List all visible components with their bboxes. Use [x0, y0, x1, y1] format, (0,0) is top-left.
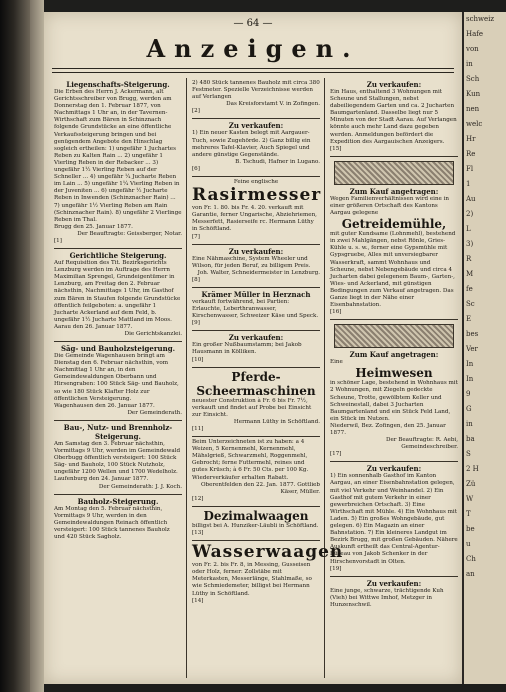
ad-number: [6] [192, 165, 200, 172]
column-left [54, 78, 182, 678]
adjacent-page-line: in [466, 420, 473, 428]
adjacent-page-line: T [466, 510, 471, 518]
ad-signature: Hermann Lüthy in Schöftland. [233, 418, 320, 425]
ad-title: Pferde-Scheermaschinen [196, 369, 316, 398]
ad-mehl [192, 437, 320, 507]
ad-heimwesen [330, 320, 458, 462]
ad-title: Liegenschafts-Steigerung. [66, 80, 170, 89]
adjacent-page-line: E [466, 315, 472, 323]
ad-liegenschafts-steigerung [54, 78, 182, 249]
ad-body: Ein Haus, enthaltend 3 Wohnungen mit Scheune und Stallungen, nebst dabeiliegendem Garten und ca. 2 Jucharten Baumgartenland. Dasselbe liegt nur 5 Minuten von der Stadt Aarau. Auf Verlangen könnte auch mehr Land dazu gegeben werden. Anmeldungen befördert die Expedition des Aargauischen Anzeigers. [330, 89, 457, 145]
ad-body: Am Montag den 5. Februar nächsthin, Vormittags 9 Uhr, werden in den Gemeindewaldungen Reinach öffentlich versteigert: 100 Stück tannenes Bauholz und 420 Stück Sagholz. [54, 505, 170, 540]
ad-zu-verkaufen-kasten [192, 119, 320, 177]
ad-title: Dezimalwaagen [203, 508, 309, 523]
ad-signature: Der Beauftragte: R. Aebi, Gemeindeschreiber. [385, 437, 458, 451]
adjacent-page-line: G [466, 405, 472, 413]
ad-title: Gerichtliche Steigerung. [69, 251, 167, 261]
adjacent-page-line: L [466, 225, 471, 233]
ad-gerichtliche-steigerung [54, 249, 182, 342]
column-divider [186, 78, 187, 678]
ad-title: Säg- und Bauholzsteigerung. [60, 344, 176, 354]
ad-signature: Der Beauftragte: Geissberger, Notar. [77, 230, 182, 237]
ad-number: [13] [192, 530, 204, 537]
adjacent-page-line: In [466, 360, 474, 368]
ad-title: Krämer Müller in Herznach [201, 289, 311, 299]
ad-number: [19] [330, 565, 342, 572]
ad-body: billigst bei A. Hunziker-Läubli in Schöftland. [192, 522, 319, 529]
ad-body: Die Gemeinde Wagenhausen bringt am Dienstag den 6. Februar nächsthin, vom Nachmittag 1 Uhr an, in den Gemeindewaldungen Oberbann und Hirsengraben: 100 Stück Säg- und Bauholz, so wie 180 Stück Klafter Holz zur öffentlichen Versteigerung. [54, 353, 179, 402]
adjacent-page-line: S [466, 450, 471, 458]
adjacent-page-line: bes [466, 330, 479, 338]
ad-number: [10] [192, 356, 204, 363]
ad-number: [1] [54, 237, 62, 244]
adjacent-page-line: Au [466, 195, 476, 203]
ad-body: Auf Requisition des Tit. Bezirksgerichts Lenzburg werden im Auftrage des Herrn Maximilian Sprengel, Grundeigentümer in Lenzburg, am Freitag den 2. Februar nächsthin, Nachmittags 1 Uhr, im Gasthof zum Bären in Staufen folgende Grundstücke öffentlich feilgeboten: a. ungefähr 1 Jucharte Ackerland auf dem Feld, b. ungefähr 1½ Jucharte Mattland im Moos. [54, 260, 181, 323]
adjacent-page-line: fe [466, 285, 473, 293]
ad-title: Bau-, Nutz- und Brennholz-Steigerung. [63, 422, 173, 441]
ad-number: [14] [192, 597, 204, 604]
adjacent-page-line: Sch [466, 75, 480, 83]
ad-title: Zu verkaufen: [366, 464, 422, 474]
adjacent-page-line: 9 [466, 390, 471, 398]
ad-number: [15] [330, 145, 342, 152]
column-right [330, 78, 458, 678]
adjacent-page-line: R [466, 255, 472, 263]
ad-bauholz-list [192, 78, 320, 119]
adjacent-page-line: nen [466, 105, 480, 113]
ad-number: [8] [192, 276, 200, 283]
adjacent-page-line: Re [466, 150, 476, 158]
ad-rasirmesser [192, 177, 320, 245]
ad-date: Wagenhausen den 26. Januar 1877. [54, 402, 155, 409]
ad-body: Eine Nähmaschine, System Wheeler und Wilson, für jeden Beruf, zu billigem Preis. [192, 255, 311, 269]
adjacent-page-line: Ver [466, 345, 478, 353]
ad-kraemer-mueller [192, 288, 320, 331]
adjacent-page-line: 3) [466, 240, 474, 248]
ad-body: verkauft fortwährend, bei Partien: Erlauchte, Leberthranwasser, Kirschenwasser, Schweizer Käse und Speck. [192, 298, 319, 320]
page-number: — 64 — [233, 18, 273, 29]
adjacent-page-line: an [466, 570, 475, 578]
ad-date: Brugg den 25. Januar 1877. [54, 223, 133, 230]
adjacent-page-line: W [466, 495, 474, 503]
ad-number: [17] [330, 451, 342, 458]
ad-number: [7] [192, 233, 200, 240]
ad-body: 2) 480 Stück tannenes Bauholz mit circa 380 Festmeter. Spezielle Verzeichnisse werden auf Verlangen [192, 80, 320, 101]
ad-bauholz-steigerung [54, 495, 182, 544]
ad-haus-verkaufen [330, 78, 458, 157]
adjacent-page-line: ba [466, 435, 475, 443]
ad-date: Niederwil, Bez. Zofingen, den 25. Januar 1877. [330, 422, 446, 436]
ad-body: 1) Ein neuer Kasten belegt mit Aargauer-Tuch, sowie Zugehörde. 2) Ganz billig ein mehreres Tafel-Klavier, Auch Spiegel und andere günstige Gegenstände. [192, 130, 311, 158]
ad-number: [16] [330, 309, 342, 316]
ad-heading: Heimwesen [355, 366, 433, 381]
ad-signature: Der Gemeinderath: J. J. Koch. [98, 483, 182, 490]
ad-body: neuester Construktion à Fr. 6 bis Fr. 7½, verkauft und findet auf Probe bei Einsicht zur Einsicht. [192, 397, 312, 418]
ad-number: [2] [192, 108, 200, 115]
masthead-rule-bottom [52, 72, 454, 73]
ad-title: Zu verkaufen: [228, 121, 284, 131]
ad-title: Zu verkaufen: [366, 578, 422, 588]
farmhouse-engraving-image [334, 324, 454, 348]
adjacent-page-text [464, 12, 506, 582]
page-edge [30, 0, 44, 692]
ad-title: Zu verkaufen: [228, 333, 284, 343]
ad-body: von Fr. 2. bis Fr. 8, in Messing, Gusseisen oder Holz, ferner: Zollstäbe mit Meterkasten, Messerlänge, Stahlmaße, so wie Schmiedemeter, billigst bei Hermann Lüthy in Schöftland. [192, 562, 312, 597]
ad-signature: Das Kreisforstamt V. in Zofingen. [226, 101, 320, 108]
ad-number: [11] [192, 426, 204, 432]
adjacent-page-line: u [466, 540, 471, 548]
ad-title: Zum Kauf angetragen: [349, 186, 439, 196]
adjacent-page-line: Ch [466, 555, 476, 563]
adjacent-page-line: Zü [466, 480, 476, 488]
masthead-rule-top [52, 68, 454, 69]
ad-body: Eine junge, schwarze, trächtigende Kuh (Vieh) bei Wittwe Imhof, Metzger in Hunzenschwil. [330, 587, 444, 608]
ad-title: Wasserwaagen [192, 542, 344, 563]
ad-number: [12] [192, 495, 204, 502]
column-divider [324, 78, 325, 678]
ad-pretitle: Eine [330, 359, 343, 366]
ad-body: 1) Ein sonnenhalb Gasthof im Kanton Aargau, an einer Eisenbahnstation gelegen, mit viel Verkehr und Weinhandel. 2) Ein Gasthof mit gutem Verkehr in einer gewerbreichen Ortschaft. 3) Eine Wirthschaft mit Mühle. 4) Ein Wohnhaus mit Laden. 5) Ein großes Wohngebäude, gut gelegen. 6) Ein Magazin an einer Bahnstation. 7) Ein kleineres Landgut im Bezirk Brugg, mit großen Gebäuden. Nähere Auskunft ertheilt das Central-Agentur-Büreau von Jakob Schenker in der Hirschenvorstadt in Olten. [330, 473, 458, 565]
ad-body-2: mit guter Kundsame (Lohnmehl), bestehend in zwei Mahlgängen, nebst Rönle, Gries-Kühle u. s. w., ferner eine Gypsmühle mit Gypsgruebe, Alles mit unversiegbarer Wasserkraft, sammt Wohnhaus und Scheune, nebst Nebengebäude und circa 4 Jucharten dabei gelegenem Baum-, Garten-, Wies- und Ackerland, mit günstigen Bedingungen zum Verkauf angetragen. Das Ganze liegt in der Nähe einer Eisenbahnstation. [330, 231, 456, 309]
ad-heading: Getreidemühle, [341, 217, 447, 232]
adjacent-page-line: Sc [466, 300, 475, 308]
adjacent-page-line: welc [466, 120, 483, 128]
adjacent-page-line: 1 [466, 180, 471, 188]
adjacent-page-line: 2 H [466, 465, 479, 473]
ad-pretitle: Feine englische [233, 179, 279, 186]
adjacent-page-line: 2) [466, 210, 474, 218]
ad-naehmaschine [192, 245, 320, 288]
ad-body: in schöner Lage, bestehend in Wohnhaus mit 2 Wohnungen, mit Ziegeln gedeckte Scheune, Trotte, gewölbtem Keller und Schweinestall, dabei 3 Jucharten Baumgartenland und ein Stück Feld Land, ein Stück im Nutzen. [330, 380, 458, 422]
ad-body: von Fr. 1. 80. bis Fr. 4. 20. verkauft mit Garantie, ferner Ungarische, Abziehriemen, Messerfett, Rasierseife rc. Hermann Lüthy in Schöftland. [192, 205, 317, 233]
ad-signature: Der Gemeinderath. [127, 409, 182, 416]
ad-kuh-verkaufen [330, 577, 458, 612]
ad-signature: B. Tschudi, Hafner in Lugano. [235, 158, 320, 165]
ad-body: Ein großer Nußbaumstamm; bei Jakob Hausmann in Kölliken. [192, 342, 302, 356]
house-engraving-image [334, 161, 454, 185]
ad-body: Wegen Familienverhältnissen wird eine in einer größeren Ortschaft des Kantons Aargau gelegene [330, 195, 450, 217]
ad-brennholz-steigerung [54, 421, 182, 495]
ad-body: Die Erben des Herrn J. Ackermann, alt Gerichtsschreiber von Brugg, werden am Donnerstag den 1. Februar 1877, von Nachmittags 1 Uhr an, in der Tavernen-Wirthschaft zum Bären in Schinznach folgende Grundstücke an eine öffentliche Verkaufssteigerung bringen und bei genügendem Angebote den Hinschlag sogleich ertheilen: 1) ungefähr 1 Juchartes Reben zu Kalten Rain ... 2) ungefähr 1 Vierling Reben in der Rebacker ... 3) ungefähr 1½ Vierling Reben auf der Schneller ... 4) ungefähr ¼ Jucharte Reben im Lain ... 5) ungefähr 1¼ Vierling Reben in der Juveniten ... 6) ungefähr ½ Jucharte Reben in Inwenden (Schinznacher Rain) ... 7) ungefähr 1½ Vierling Reben am Rain (Schinznacher Rain). 8) ungefähr 2 Vierlinge Reben im Thal. [54, 89, 182, 223]
ad-signature: Die Gerichtskanzlei. [124, 331, 182, 337]
ad-getreidemuehle [330, 157, 458, 320]
ad-body: Am Samstag den 3. Februar nächsthin, Vormittags 9 Uhr, werden im Gemeindewald Oberbugg öffentlich versteigert: 100 Stück Säg- und Bauholz, 100 Stück Nutzholz, ungefähr 1200 Wellen und 1700 Wedelholz. [54, 440, 181, 476]
adjacent-page-line: Kun [466, 90, 481, 98]
adjacent-page-edge [462, 12, 506, 684]
ad-title: Zum Kauf angetragen: [349, 350, 439, 360]
ad-bauholzsteigerung [54, 342, 182, 421]
ad-dezimalwaagen [192, 507, 320, 541]
book-binding [0, 0, 30, 692]
ad-title: Zu verkaufen: [228, 246, 284, 256]
adjacent-page-line: schweiz [466, 15, 495, 23]
adjacent-page-line: M [466, 270, 474, 278]
adjacent-page-line: In [466, 375, 474, 383]
ad-date: Laufenburg den 24. Januar 1877. [54, 476, 149, 483]
ad-title: Bauholz-Steigerung. [77, 496, 159, 506]
ad-body: Beim Unterzeichneten ist zu haben: a 4 Weizen, 5 Kernenmehl, Kernenmehl, Mähslgrieß, Schwarzmehl, Roggenmehl, Gebrocht; ferne Futtermehl, reines und gutes Krüsch; à 6 Fr. 50 Cts. per 100 Kg. Wiederverkäufer erhalten Rabatt. [192, 439, 309, 481]
ad-signature: Oberentfelden den 22. Jan. 1877. Gottlieb Käser, Müller. [200, 481, 320, 495]
newspaper-page [44, 12, 462, 684]
adjacent-page-line: Hafe [466, 30, 484, 38]
ad-signature: Joh. Walter, Schneidermeister in Lenzburg. [197, 269, 320, 276]
adjacent-page-line: von [466, 45, 479, 53]
ad-pferde-scheermaschinen [192, 368, 320, 437]
ad-title: Zu verkaufen: [366, 80, 422, 89]
ad-title: Rasirmesser [192, 185, 322, 206]
adjacent-page-line: Fl [466, 165, 474, 173]
ad-number: [9] [192, 320, 200, 327]
masthead-title: Anzeigen. [146, 34, 360, 63]
ad-nussbaumstamm [192, 331, 320, 367]
ad-gasthof-verkaufen [330, 462, 458, 576]
adjacent-page-line: be [466, 525, 475, 533]
ad-date: Aarau den 26. Januar 1877. [54, 323, 133, 330]
adjacent-page-line: Hr [466, 135, 476, 143]
adjacent-page-line: in [466, 60, 473, 68]
